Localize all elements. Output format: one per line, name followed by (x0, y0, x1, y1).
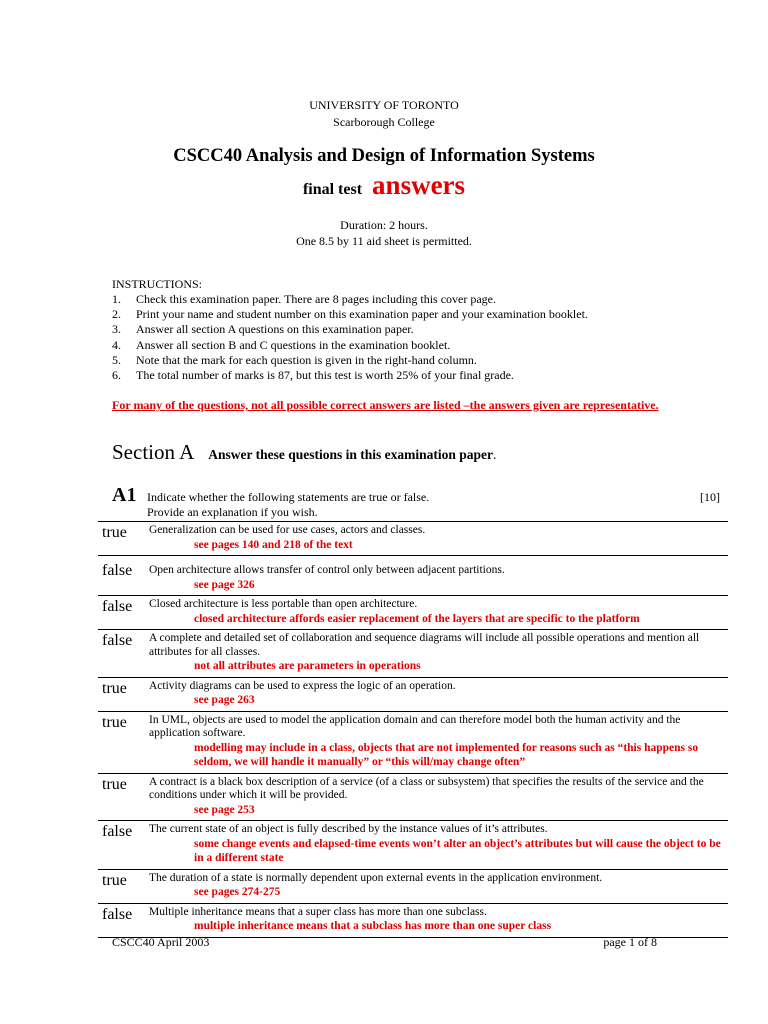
section-a-heading (112, 440, 496, 465)
tf-answer: true (102, 679, 127, 697)
instruction-text: Answer all section A questions on this examination paper. (136, 322, 414, 337)
answers-note: For many of the questions, not all possible correct answers are listed –the answers given are representative. (112, 398, 659, 412)
tf-row (98, 521, 728, 555)
tf-answer: true (102, 524, 127, 541)
instructions-list (112, 292, 588, 383)
instruction-number: 5. (112, 352, 121, 367)
instruction-item (112, 338, 588, 353)
instruction-item (112, 307, 588, 322)
tf-statement: The duration of a state is normally dependent upon external events in the application environment. (149, 871, 603, 884)
instruction-text: The total number of marks is 87, but this test is worth 25% of your final grade. (136, 368, 514, 383)
tf-answer: false (102, 598, 133, 615)
tf-explanation: see page 253 (194, 803, 255, 816)
aid-sheet-text: One 8.5 by 11 aid sheet is permitted. (296, 234, 472, 248)
question-a1-label: A1 (112, 484, 137, 506)
footer-course-date: CSCC40 April 2003 (112, 935, 210, 949)
question-a1-line1: Indicate whether the following statements are true or false. (147, 490, 430, 504)
instruction-item (112, 353, 588, 368)
tf-answer: false (102, 905, 133, 923)
tf-row (98, 869, 728, 903)
instruction-item (112, 322, 588, 337)
tf-answer: false (102, 562, 133, 579)
instruction-item (112, 368, 588, 383)
instruction-text: Check this examination paper. There are 8 pages including this cover page. (136, 292, 496, 306)
tf-explanation: closed architecture affords easier replacement of the layers that are specific to the platform (194, 612, 640, 625)
instruction-number: 6. (112, 368, 121, 383)
tf-explanation: see page 263 (194, 694, 255, 706)
tf-explanation: not all attributes are parameters in operations (194, 660, 421, 672)
instruction-number: 1. (112, 292, 121, 306)
tf-statement: A contract is a black box description of a service (of a class or subsystem) that specifies the results of the service and the conditions under which it will be provided. (149, 775, 704, 801)
tf-row (98, 820, 728, 869)
tf-row (98, 903, 728, 937)
tf-answer: true (102, 775, 127, 793)
answers-label: answers (372, 170, 466, 200)
instruction-item (112, 292, 588, 307)
true-false-table (98, 521, 728, 938)
instruction-number: 3. (112, 322, 121, 337)
tf-row (98, 677, 728, 711)
instruction-text: Print your name and student number on this examination paper and your examination booklet. (136, 307, 588, 322)
section-a-subtitle: Answer these questions in this examination paper. (208, 447, 497, 462)
tf-statement: Closed architecture is less portable than open architecture. (149, 598, 418, 610)
tf-answer: false (102, 823, 133, 840)
tf-statement: Activity diagrams can be used to express the logic of an operation. (149, 679, 456, 692)
tf-answer: false (102, 632, 133, 649)
instruction-number: 2. (112, 307, 121, 322)
question-a1-line2: Provide an explanation if you wish. (147, 505, 318, 519)
duration-text: Duration: 2 hours. (340, 218, 428, 232)
tf-row (98, 773, 728, 821)
tf-explanation: some change events and elapsed-time events won’t alter an object’s attributes but will cause the object to be in a different state (194, 837, 721, 864)
tf-statement: In UML, objects are used to model the application domain and can therefore model both the human activity and the application software. (149, 713, 681, 739)
instructions-heading: INSTRUCTIONS: (112, 277, 203, 291)
tf-statement: The current state of an object is fully described by the instance values of it’s attributes. (149, 823, 548, 835)
course-title: CSCC40 Analysis and Design of Information Systems (173, 146, 595, 166)
tf-explanation: see pages 274-275 (194, 886, 281, 898)
tf-answer: true (102, 871, 127, 889)
tf-row (98, 711, 728, 773)
tf-answer: true (102, 713, 127, 731)
question-a1-instructions (147, 490, 667, 520)
instruction-number: 4. (112, 337, 121, 352)
tf-row (98, 595, 728, 629)
college-name: Scarborough College (333, 115, 435, 129)
test-label: final test (302, 181, 363, 198)
tf-statement: Multiple inheritance means that a super class has more than one subclass. (149, 905, 487, 918)
page-footer (112, 935, 657, 950)
instruction-text: Answer all section B and C questions in the examination booklet. (136, 337, 451, 352)
university-name: UNIVERSITY OF TORONTO (309, 98, 459, 112)
tf-explanation: multiple inheritance means that a subclass has more than one super class (194, 920, 552, 932)
tf-statement: Generalization can be used for use cases, actors and classes. (149, 524, 426, 536)
tf-row (98, 629, 728, 677)
tf-explanation: see pages 140 and 218 of the text (194, 538, 353, 551)
section-a-title: Section A (112, 440, 195, 464)
tf-statement: A complete and detailed set of collaboration and sequence diagrams will include all possible operations and mention all attributes for all classes. (149, 632, 700, 658)
tf-explanation: modelling may include in a class, objects that are not implemented for reasons such as “this happens so seldom, we will handle it manually” or “this will/may change often” (194, 741, 699, 768)
tf-row (98, 555, 728, 595)
footer-page-number: page 1 of 8 (603, 935, 657, 949)
test-title-line (0, 170, 768, 201)
tf-statement: Open architecture allows transfer of control only between adjacent partitions. (149, 564, 505, 576)
instruction-text: Note that the mark for each question is given in the right-hand column. (136, 352, 477, 367)
tf-explanation: see page 326 (194, 578, 255, 591)
question-a1-marks: [10] (700, 490, 720, 504)
